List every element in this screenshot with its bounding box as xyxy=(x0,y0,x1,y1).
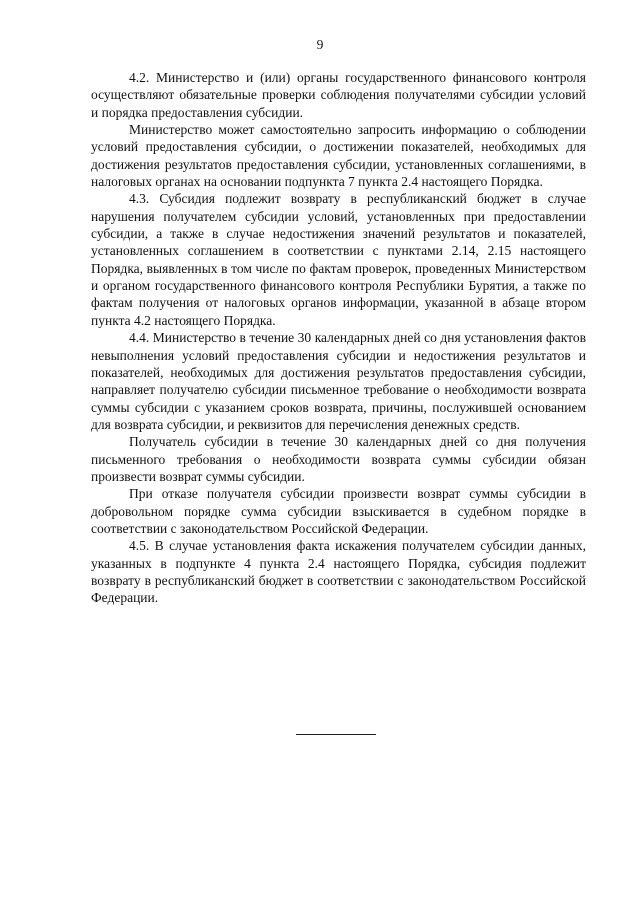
paragraph-4-4-court-recovery: При отказе получателя субсидии произвести возврат суммы субсидии в добровольном порядке сумма субсидии взыскивается в судебном порядке в соответствии с законодательством Российской Федерации. xyxy=(91,486,586,536)
paragraph-4-3: 4.3. Субсидия подлежит возврату в республиканский бюджет в случае нарушения получателем субсидии условий, установленных при предоставлении субсидии, а также в случае недостижения значений результатов и показателей, установленных соглашением в соответствии с пунктами 2.14, 2.15 настоящего Порядка, выявленных в том числе по фактам проверок, проведенных Министерством и органом государственного финансового контроля Республики Бурятия, а также по фактам получения от налоговых органов информации, указанной в абзаце втором пункта 4.2 настоящего Порядка. xyxy=(91,191,586,328)
paragraph-4-4-return-deadline: Получатель субсидии в течение 30 календарных дней со дня получения письменного требования о необходимости возврата суммы субсидии обязан произвести возврат суммы субсидии. xyxy=(91,434,586,484)
closing-divider-line xyxy=(296,734,376,735)
paragraph-4-2: 4.2. Министерство и (или) органы государственного финансового контроля осуществляют обязательные проверки соблюдения получателями субсидии условий и порядка предоставления субсидии. xyxy=(91,70,586,120)
paragraph-4-4: 4.4. Министерство в течение 30 календарных дней со дня установления фактов невыполнения условий предоставления субсидии и недостижения результатов и показателей, необходимых для достижения результатов предоставления субсидии, направляет получателю субсидии письменное требование о необходимости возврата суммы субсидии с указанием сроков возврата, причины, послужившей основанием для возврата субсидии, и реквизитов для перечисления денежных средств. xyxy=(91,330,586,432)
page-number: 9 xyxy=(316,37,324,52)
document-body xyxy=(91,69,586,607)
paragraph-4-2-tax-request: Министерство может самостоятельно запросить информацию о соблюдении условий предоставления субсидии, о достижении показателей, необходимых для достижения результатов предоставления субсидии, установленных соглашениями, в налоговых органах на основании подпункта 7 пункта 2.4 настоящего Порядка. xyxy=(91,122,586,190)
paragraph-4-5: 4.5. В случае установления факта искажения получателем субсидии данных, указанных в подпункте 4 пункта 2.4 настоящего Порядка, субсидия подлежит возврату в республиканский бюджет в соответствии с законодательством Российской Федерации. xyxy=(91,538,586,606)
